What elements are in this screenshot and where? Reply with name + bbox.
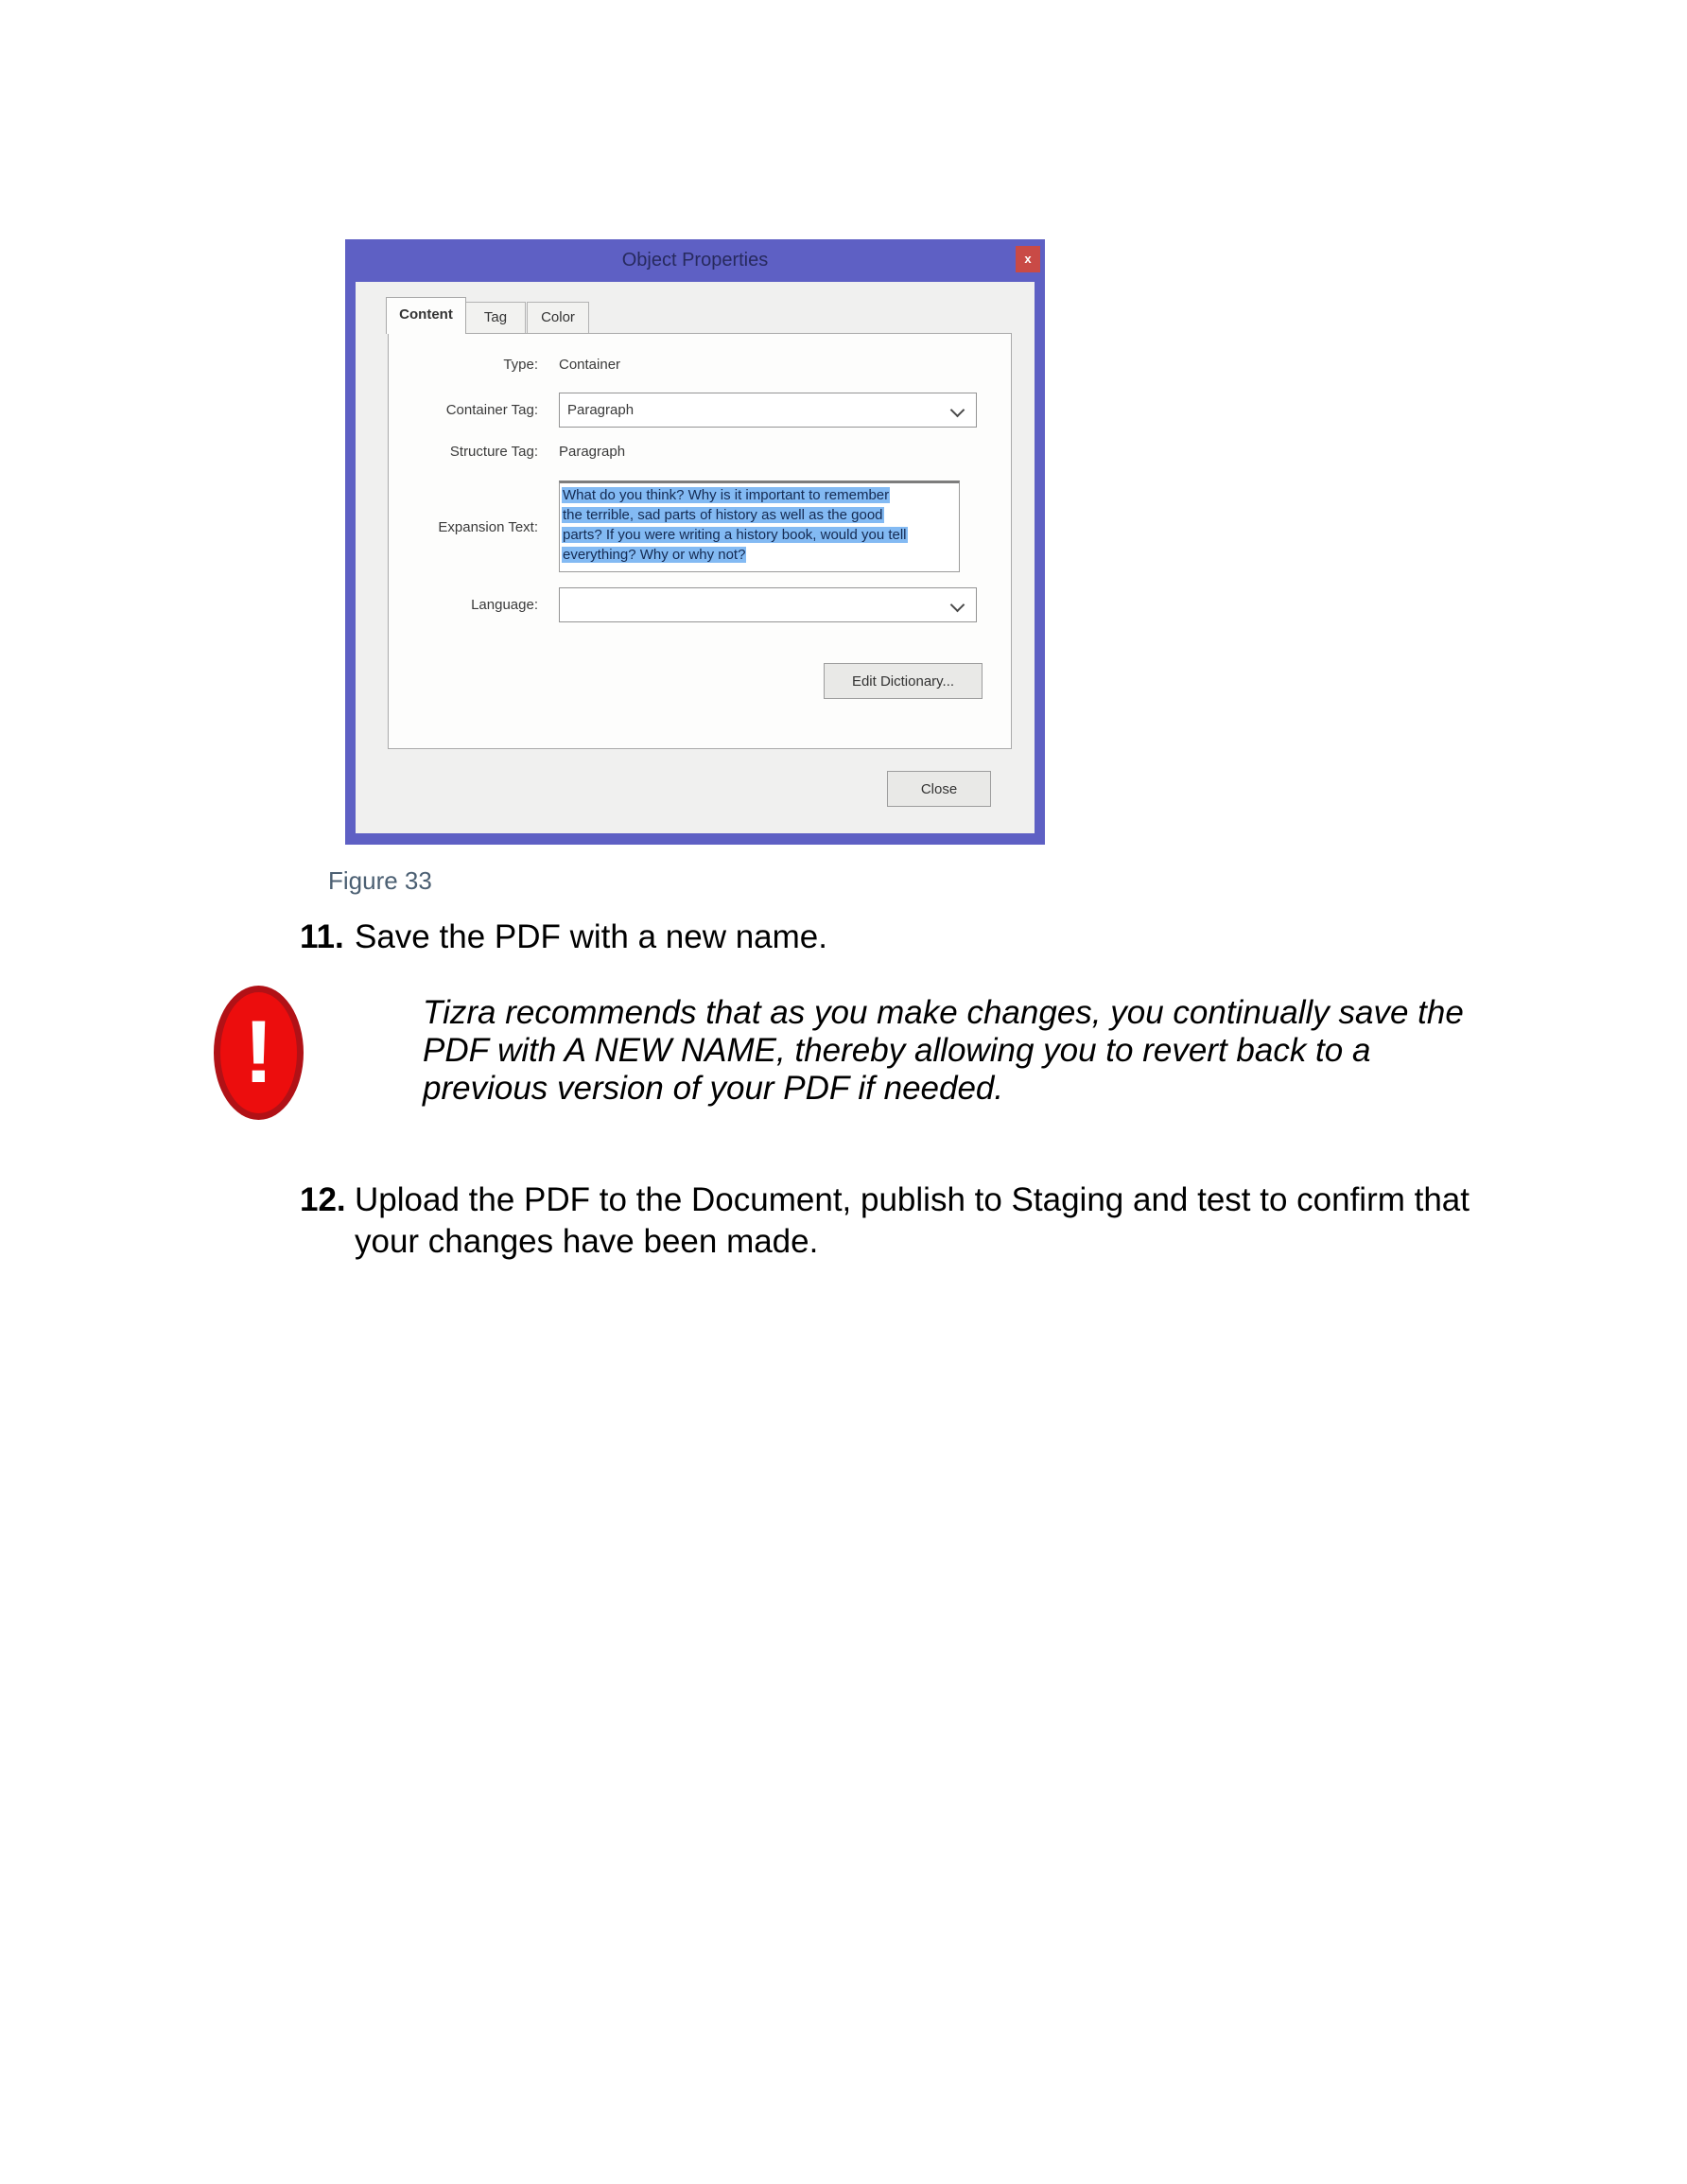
dialog-title: Object Properties (621, 250, 769, 271)
tab-tag[interactable]: Tag (465, 302, 526, 334)
type-value: Container (559, 357, 621, 373)
list-item-12 (300, 1179, 1470, 1263)
chevron-down-icon (950, 403, 965, 418)
expansion-text-line: parts? If you were writing a history book, would you tell (563, 527, 907, 543)
list-text: your changes have been made. (355, 1223, 819, 1260)
expansion-text-line: the terrible, sad parts of history as well as the good (563, 507, 883, 523)
figure-caption: Figure 33 (328, 866, 432, 895)
dialog-titlebar (345, 239, 1045, 285)
edit-dictionary-button[interactable]: Edit Dictionary... (824, 663, 983, 699)
dialog-body (345, 282, 1045, 845)
note-line: Tizra recommends that as you make changes, you continually save the (423, 994, 1464, 1031)
content-tab-panel (388, 333, 1012, 749)
chevron-down-icon (950, 598, 965, 613)
language-select[interactable] (559, 587, 977, 622)
expansion-text-line: What do you think? Why is it important to remember (563, 487, 890, 503)
note-line: previous version of your PDF if needed. (423, 1070, 1004, 1107)
expansion-text-line: everything? Why or why not? (563, 547, 746, 563)
language-label: Language: (471, 597, 538, 613)
close-button[interactable]: Close (887, 771, 991, 807)
container-tag-select[interactable] (559, 393, 977, 428)
list-number: 12. (300, 1181, 346, 1218)
tab-content[interactable]: Content (386, 297, 466, 334)
list-number: 11. (300, 918, 344, 955)
structure-tag-value: Paragraph (559, 444, 626, 460)
container-tag-value: Paragraph (567, 402, 635, 418)
list-text: Save the PDF with a new name. (355, 918, 827, 955)
object-properties-dialog (345, 239, 1045, 845)
list-text: Upload the PDF to the Document, publish to Staging and test to confirm that (355, 1181, 1470, 1218)
expansion-text-area[interactable] (559, 480, 960, 572)
expansion-text-label: Expansion Text: (438, 519, 538, 535)
warning-exclamation-icon: ! (214, 986, 304, 1120)
type-label: Type: (503, 357, 538, 373)
close-icon[interactable]: x (1016, 246, 1040, 272)
tab-color[interactable]: Color (527, 302, 589, 334)
note-line: PDF with A NEW NAME, thereby allowing you to revert back to a (423, 1032, 1371, 1069)
note-text (423, 994, 1464, 1108)
structure-tag-label: Structure Tag: (449, 444, 538, 460)
list-item-11 (300, 917, 827, 958)
container-tag-label: Container Tag: (445, 402, 538, 418)
